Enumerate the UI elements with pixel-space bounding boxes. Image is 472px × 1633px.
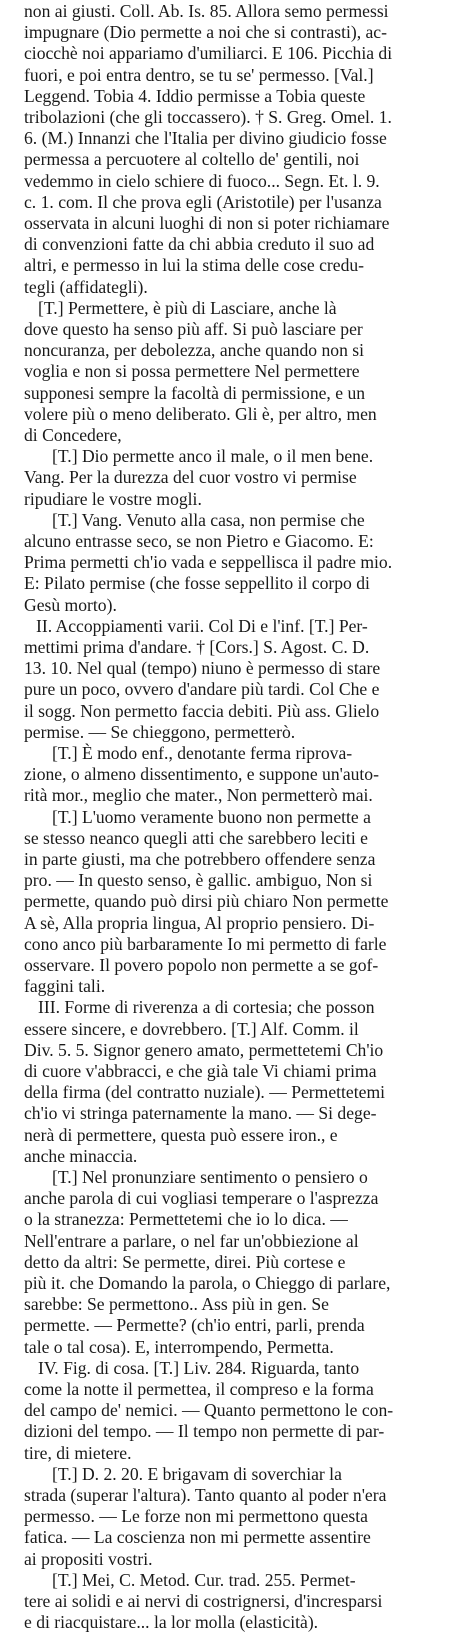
text-line: 13. 10. Nel qual (tempo) niuno è permesso di stare	[24, 658, 381, 679]
text-line: tire, di mietere.	[24, 1442, 132, 1463]
text-line: Leggend. Tobia 4. Iddio permisse a Tobia queste	[24, 85, 366, 106]
text-line: pure un poco, ovvero d'andare più tardi. Col Che e	[24, 679, 380, 700]
text-line: anche parola di cui vogliasi temperare o l'asprezza	[24, 1188, 379, 1209]
text-line: Prima permetti ch'io vada e seppellisca il padre mio.	[24, 552, 393, 573]
text-line: strada (superar l'altura). Tanto quanto al poder n'era	[24, 1485, 387, 1505]
text-line: tegli (affidategli).	[24, 276, 148, 297]
text-line: rità mor., meglio che mater., Non permetterò mai.	[24, 785, 373, 806]
text-line: voglia e non si possa permettere Nel permettere	[24, 361, 360, 382]
text-line: di convenzioni fatte da chi abbia creduto il suo ad	[24, 234, 375, 255]
text-line: più it. che Domando la parola, o Chieggo di parlare,	[24, 1273, 391, 1293]
text-line: [T.] L'uomo veramente buono non permette a	[52, 806, 371, 827]
text-line: e di riacquistare... la lor molla (elasticità).	[24, 1612, 319, 1633]
text-line: Div. 5. 5. Signor genero amato, permettetemi Ch'io	[24, 1039, 384, 1060]
text-line: alcuno entrasse seco, se non Pietro e Giacomo. E:	[24, 531, 374, 551]
text-line: [T.] Dio permette anco il male, o il men bene.	[52, 446, 374, 467]
text-line: nerà di permettere, questa può essere iron., e	[24, 1124, 338, 1145]
text-line: A sè, Alla propria lingua, Al proprio pensiero. Di-	[24, 912, 375, 933]
text-line: volere più o meno deliberato. Gli è, per altro, men	[24, 403, 377, 424]
text-line: fuori, e poi entra dentro, se tu se' permesso. [Val.]	[24, 64, 374, 85]
text-line: ai propositi vostri.	[24, 1548, 153, 1569]
text-line: dove questo ha senso più aff. Si può lasciare per	[24, 319, 363, 339]
text-line: di Concedere,	[24, 425, 122, 445]
text-line: come la notte il permettea, il compreso e la forma	[24, 1379, 374, 1399]
text-line: Nell'entrare a parlare, o nel far un'obbiezione al	[24, 1230, 359, 1251]
text-line: altri, e permesso in lui la stima delle cose credu-	[24, 255, 365, 276]
text-line: ciocchè noi appariamo d'umiliarci. E 106. Picchia di	[24, 43, 393, 64]
text-line: Gesù morto).	[24, 594, 117, 615]
text-line: detto da altri: Se permette, direi. Più cortese e	[24, 1251, 346, 1272]
text-line: permesso. — Le forze non mi permettono questa	[24, 1506, 368, 1527]
text-line: [T.] D. 2. 20. E brigavam di soverchiar la	[52, 1463, 342, 1484]
text-line: IV. Fig. di cosa. [T.] Liv. 284. Riguarda, tanto	[38, 1357, 360, 1378]
text-line: tribolazioni (che gli toccassero). † S. Greg. Omel. 1.	[24, 107, 392, 127]
text-line: zione, o almeno dissentimento, e suppone un'auto-	[24, 764, 379, 785]
text-line: [T.] Mei, C. Metod. Cur. trad. 255. Permet-	[52, 1569, 356, 1590]
text-line: non ai giusti. Coll. Ab. Is. 85. Allora semo permessi	[24, 1, 389, 21]
text-line: faggini tali.	[24, 976, 106, 997]
text-line: del campo de' nemici. — Quanto permettono le con-	[24, 1400, 394, 1421]
text-line: ripudiare le vostre mogli.	[24, 488, 202, 509]
text-line: osservare. Il povero popolo non permette a se gof-	[24, 955, 379, 975]
text-line: fatica. — La coscienza non mi permette assentire	[24, 1527, 371, 1548]
text-line: ch'io vi stringa paternamente la mano. — Si dege-	[24, 1103, 377, 1124]
text-line: cono anco più barbaramente Io mi permetto di farle	[24, 933, 387, 954]
text-line: osservata in alcuni luoghi di non si poter richiamare	[24, 213, 390, 233]
text-line: [T.] Vang. Venuto alla casa, non permise che	[52, 509, 365, 530]
text-line: impugnare (Dio permette a noi che si contrasti), ac-	[24, 22, 387, 43]
text-line: vedemmo in cielo schiere di fuoco... Segn. Et. l. 9.	[24, 170, 380, 191]
text-line: se stesso neanco quegli atti che sarebbero leciti e	[24, 827, 368, 848]
text-line: di cuore v'abbracci, e che già tale Vi chiami prima	[24, 1061, 377, 1081]
text-line: in parte giusti, ma che potrebbero offendere senza	[24, 849, 376, 869]
text-line: II. Accoppiamenti varii. Col Di e l'inf. [T.] Per-	[36, 615, 368, 636]
text-line: E: Pilato permise (che fosse seppellito il corpo di	[24, 573, 370, 594]
text-line: noncuranza, per debolezza, anche quando non si	[24, 340, 364, 361]
text-line: supponesi sempre la facoltà di permissione, e un	[24, 382, 366, 403]
text-line: III. Forme di riverenza a di cortesia; che posson	[38, 997, 375, 1018]
text-line: tale o tal cosa). E, interrompendo, Permetta.	[24, 1336, 334, 1357]
text-line: della firma (del contratto nuziale). — Permettetemi	[24, 1082, 386, 1103]
text-line: [T.] È modo enf., denotante ferma riprova-	[52, 743, 353, 763]
text-line: sarebbe: Se permettono.. Ass più in gen. Se	[24, 1294, 329, 1315]
text-line: Vang. Per la durezza del cuor vostro vi permise	[24, 467, 357, 488]
text-line: 6. (M.) Innanzi che l'Italia per divino giudicio fosse	[24, 128, 387, 149]
text-line: essere sincere, e dovrebbero. [T.] Alf. Comm. il	[24, 1018, 359, 1039]
text-line: mettimi prima d'andare. † [Cors.] S. Agost. C. D.	[24, 637, 370, 657]
text-line: pro. — In questo senso, è gallic. ambiguo, Non si	[24, 870, 373, 891]
text-line: [T.] Permettere, è più di Lasciare, anche là	[38, 297, 337, 318]
text-line: permette. — Permette? (ch'io entri, parli, prenda	[24, 1315, 365, 1336]
text-line: permette, quando può dirsi più chiaro Non permette	[24, 891, 389, 912]
text-line: permise. — Se chieggono, permetterò.	[24, 721, 296, 742]
text-line: c. 1. com. Il che prova egli (Aristotile) per l'usanza	[24, 191, 382, 212]
text-line: anche minaccia.	[24, 1145, 138, 1166]
text-line: permessa a percuotere al coltello de' gentili, noi	[24, 149, 360, 170]
text-line: o la stranezza: Permettetemi che io lo dica. —	[24, 1209, 348, 1230]
text-line: il sogg. Non permetto faccia debiti. Più ass. Glielo	[24, 700, 380, 721]
text-line: tere ai solidi e ai nervi di costrignersi, d'incresparsi	[24, 1591, 383, 1611]
text-line: dizioni del tempo. — Il tempo non permette di par-	[24, 1421, 385, 1442]
text-line: [T.] Nel pronunziare sentimento o pensiero o	[52, 1167, 368, 1187]
